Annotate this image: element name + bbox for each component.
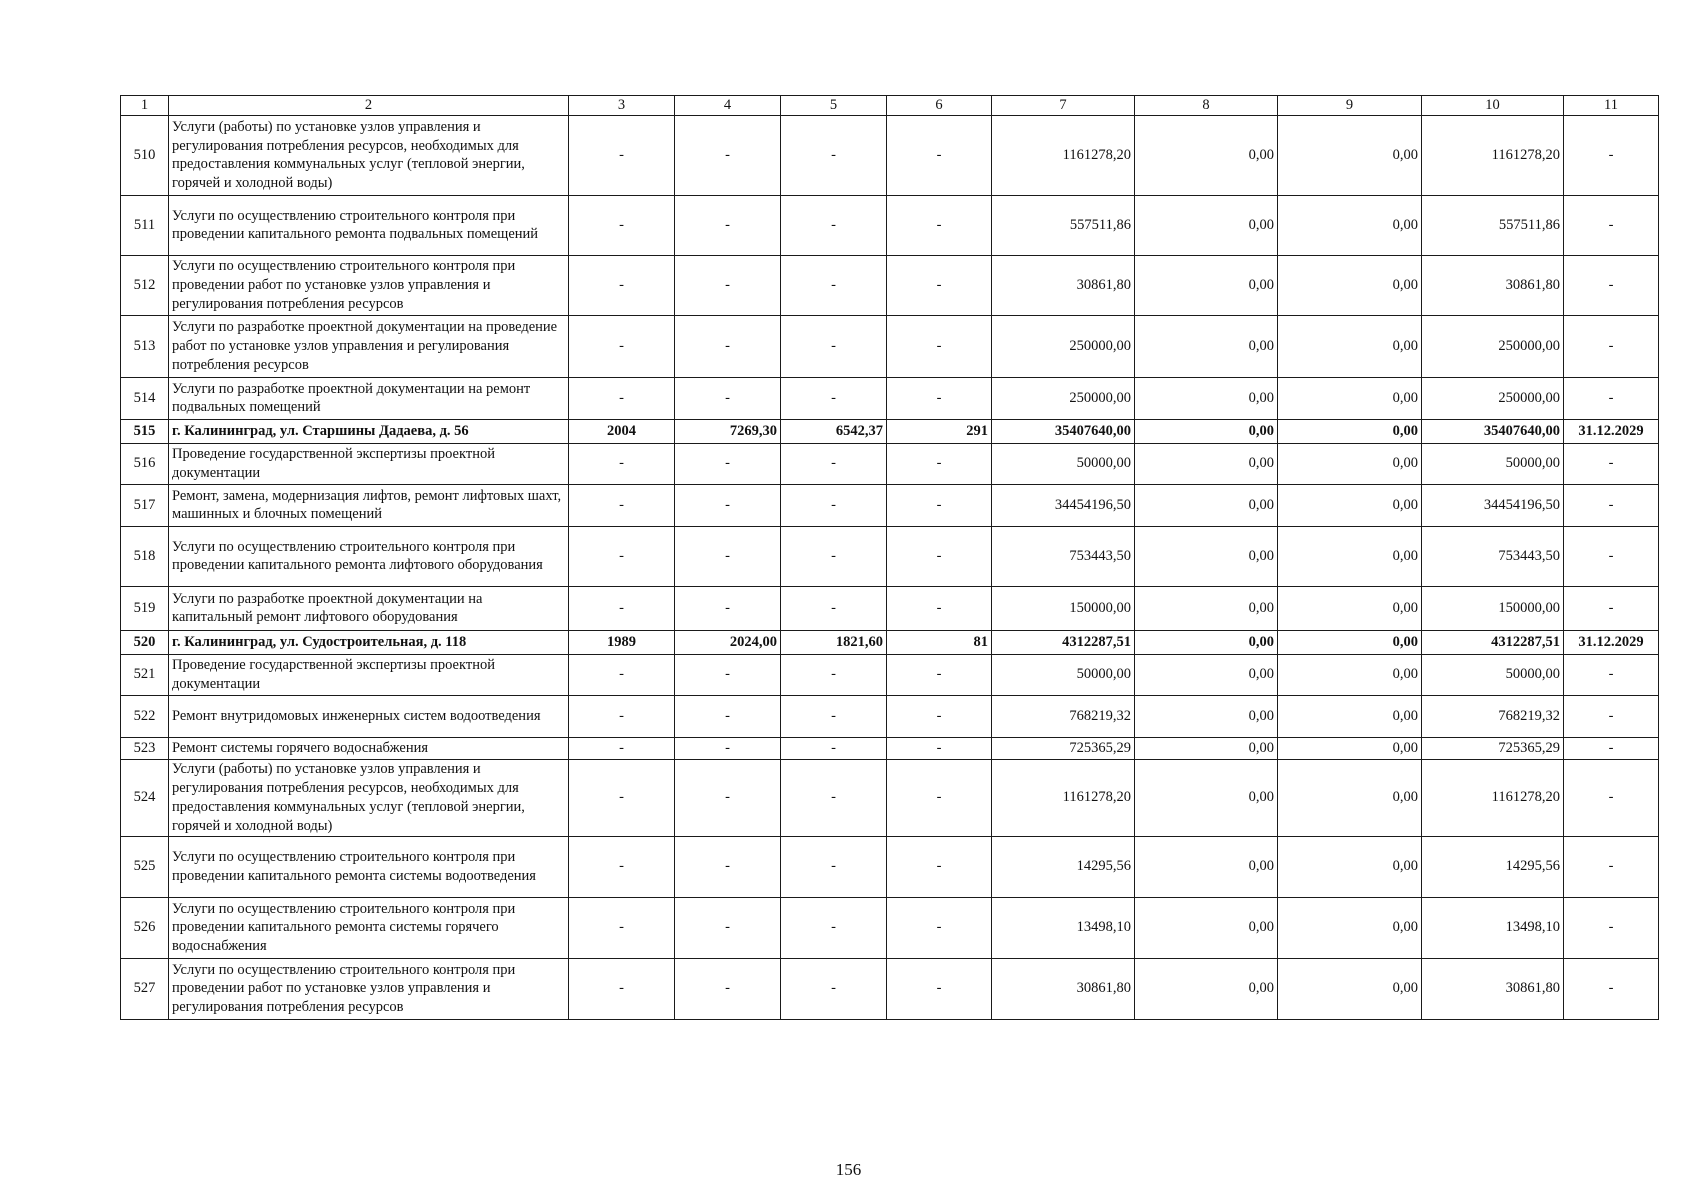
cell-col10: 50000,00 <box>1422 443 1564 484</box>
table-row <box>121 115 1659 195</box>
cell-col11: - <box>1564 695 1659 737</box>
row-number: 522 <box>121 695 169 737</box>
row-number: 523 <box>121 737 169 759</box>
cell-col4: - <box>675 759 781 836</box>
cell-col5: 6542,37 <box>781 419 887 443</box>
column-header: 4 <box>675 96 781 116</box>
cell-col3: 2004 <box>569 419 675 443</box>
cell-col8: 0,00 <box>1135 586 1278 630</box>
row-number: 525 <box>121 836 169 897</box>
cell-col8: 0,00 <box>1135 255 1278 315</box>
cell-col5: - <box>781 195 887 255</box>
cell-col3: - <box>569 695 675 737</box>
cell-col8: 0,00 <box>1135 195 1278 255</box>
cell-col9: 0,00 <box>1278 255 1422 315</box>
cell-col5: - <box>781 255 887 315</box>
row-number: 524 <box>121 759 169 836</box>
cell-col3: - <box>569 443 675 484</box>
cell-col5: - <box>781 526 887 586</box>
cell-col4: - <box>675 836 781 897</box>
cell-col7: 30861,80 <box>992 255 1135 315</box>
cell-col10: 150000,00 <box>1422 586 1564 630</box>
cell-col6: - <box>887 836 992 897</box>
cell-col4: - <box>675 195 781 255</box>
row-name: Услуги по осуществлению строительного контроля при проведении капитального ремонта системы водоотведения <box>169 836 569 897</box>
row-number: 511 <box>121 195 169 255</box>
cell-col8: 0,00 <box>1135 377 1278 419</box>
cell-col8: 0,00 <box>1135 443 1278 484</box>
column-header: 5 <box>781 96 887 116</box>
cell-col4: - <box>675 958 781 1019</box>
row-number: 515 <box>121 419 169 443</box>
table-row <box>121 377 1659 419</box>
cell-col3: - <box>569 315 675 377</box>
cell-col5: - <box>781 654 887 695</box>
cell-col11: - <box>1564 958 1659 1019</box>
table-row <box>121 315 1659 377</box>
cell-col6: - <box>887 737 992 759</box>
cell-col10: 14295,56 <box>1422 836 1564 897</box>
row-name: Проведение государственной экспертизы проектной документации <box>169 654 569 695</box>
table-row <box>121 958 1659 1019</box>
row-name: Услуги по осуществлению строительного контроля при проведении работ по установке узлов управления и регулирования потребления ресурсов <box>169 255 569 315</box>
cell-col3: - <box>569 586 675 630</box>
table-row <box>121 255 1659 315</box>
cell-col4: - <box>675 695 781 737</box>
cell-col10: 768219,32 <box>1422 695 1564 737</box>
cell-col10: 30861,80 <box>1422 958 1564 1019</box>
cell-col7: 753443,50 <box>992 526 1135 586</box>
cell-col6: - <box>887 654 992 695</box>
cell-col5: - <box>781 836 887 897</box>
row-number: 512 <box>121 255 169 315</box>
cell-col10: 30861,80 <box>1422 255 1564 315</box>
cell-col9: 0,00 <box>1278 315 1422 377</box>
cell-col9: 0,00 <box>1278 737 1422 759</box>
column-header: 8 <box>1135 96 1278 116</box>
cell-col11: 31.12.2029 <box>1564 419 1659 443</box>
row-name: Услуги по осуществлению строительного контроля при проведении капитального ремонта лифтового оборудования <box>169 526 569 586</box>
cell-col8: 0,00 <box>1135 484 1278 526</box>
cell-col11: - <box>1564 195 1659 255</box>
table-row <box>121 195 1659 255</box>
cell-col8: 0,00 <box>1135 737 1278 759</box>
cell-col10: 250000,00 <box>1422 315 1564 377</box>
cell-col6: - <box>887 695 992 737</box>
cell-col5: - <box>781 695 887 737</box>
cell-col10: 35407640,00 <box>1422 419 1564 443</box>
table-body <box>121 115 1659 1019</box>
cell-col4: - <box>675 897 781 958</box>
cell-col4: - <box>675 377 781 419</box>
table-row <box>121 419 1659 443</box>
cell-col7: 768219,32 <box>992 695 1135 737</box>
cell-col9: 0,00 <box>1278 759 1422 836</box>
cell-col10: 13498,10 <box>1422 897 1564 958</box>
cell-col4: - <box>675 484 781 526</box>
row-number: 513 <box>121 315 169 377</box>
cell-col9: 0,00 <box>1278 195 1422 255</box>
row-name: Услуги по разработке проектной документации на проведение работ по установке узлов управления и регулирования потребления ресурсов <box>169 315 569 377</box>
cell-col9: 0,00 <box>1278 115 1422 195</box>
row-name: г. Калининград, ул. Судостроительная, д. 118 <box>169 630 569 654</box>
cell-col3: - <box>569 897 675 958</box>
cell-col11: - <box>1564 836 1659 897</box>
cell-col11: - <box>1564 255 1659 315</box>
cell-col6: - <box>887 443 992 484</box>
cell-col9: 0,00 <box>1278 419 1422 443</box>
table-row <box>121 737 1659 759</box>
table-row <box>121 654 1659 695</box>
cell-col7: 34454196,50 <box>992 484 1135 526</box>
cell-col11: - <box>1564 377 1659 419</box>
table-row <box>121 836 1659 897</box>
cell-col8: 0,00 <box>1135 897 1278 958</box>
cell-col11: - <box>1564 759 1659 836</box>
cell-col3: - <box>569 836 675 897</box>
cell-col7: 1161278,20 <box>992 759 1135 836</box>
cell-col9: 0,00 <box>1278 586 1422 630</box>
table-row <box>121 695 1659 737</box>
cell-col6: - <box>887 897 992 958</box>
cell-col9: 0,00 <box>1278 958 1422 1019</box>
cell-col5: - <box>781 315 887 377</box>
cell-col11: - <box>1564 115 1659 195</box>
cell-col3: - <box>569 115 675 195</box>
column-header: 11 <box>1564 96 1659 116</box>
cell-col10: 4312287,51 <box>1422 630 1564 654</box>
cell-col5: - <box>781 737 887 759</box>
column-header: 6 <box>887 96 992 116</box>
cell-col6: - <box>887 255 992 315</box>
cell-col9: 0,00 <box>1278 526 1422 586</box>
table-row <box>121 630 1659 654</box>
row-name: Услуги по разработке проектной документации на ремонт подвальных помещений <box>169 377 569 419</box>
cell-col10: 50000,00 <box>1422 654 1564 695</box>
row-number: 519 <box>121 586 169 630</box>
cell-col6: - <box>887 958 992 1019</box>
cell-col3: - <box>569 484 675 526</box>
cell-col7: 50000,00 <box>992 654 1135 695</box>
cell-col7: 14295,56 <box>992 836 1135 897</box>
cell-col11: - <box>1564 526 1659 586</box>
row-name: Услуги по осуществлению строительного контроля при проведении капитального ремонта подвальных помещений <box>169 195 569 255</box>
cell-col3: - <box>569 737 675 759</box>
row-name: Услуги по осуществлению строительного контроля при проведении работ по установке узлов управления и регулирования потребления ресурсов <box>169 958 569 1019</box>
cell-col4: - <box>675 443 781 484</box>
table-row <box>121 897 1659 958</box>
cell-col7: 250000,00 <box>992 377 1135 419</box>
row-name: г. Калининград, ул. Старшины Дадаева, д. 56 <box>169 419 569 443</box>
cell-col7: 35407640,00 <box>992 419 1135 443</box>
cell-col11: - <box>1564 484 1659 526</box>
row-number: 514 <box>121 377 169 419</box>
cell-col10: 753443,50 <box>1422 526 1564 586</box>
cell-col9: 0,00 <box>1278 654 1422 695</box>
cell-col8: 0,00 <box>1135 695 1278 737</box>
cell-col6: - <box>887 586 992 630</box>
cell-col9: 0,00 <box>1278 695 1422 737</box>
cell-col11: - <box>1564 897 1659 958</box>
cell-col9: 0,00 <box>1278 377 1422 419</box>
cell-col11: - <box>1564 443 1659 484</box>
row-name: Проведение государственной экспертизы проектной документации <box>169 443 569 484</box>
row-number: 520 <box>121 630 169 654</box>
cell-col3: - <box>569 759 675 836</box>
column-header: 7 <box>992 96 1135 116</box>
cell-col4: - <box>675 737 781 759</box>
cell-col9: 0,00 <box>1278 443 1422 484</box>
cell-col3: - <box>569 958 675 1019</box>
cell-col6: - <box>887 526 992 586</box>
cell-col9: 0,00 <box>1278 897 1422 958</box>
row-number: 518 <box>121 526 169 586</box>
cell-col3: - <box>569 255 675 315</box>
cell-col11: 31.12.2029 <box>1564 630 1659 654</box>
cell-col11: - <box>1564 737 1659 759</box>
cell-col7: 250000,00 <box>992 315 1135 377</box>
cell-col5: - <box>781 377 887 419</box>
cell-col3: - <box>569 526 675 586</box>
cell-col10: 250000,00 <box>1422 377 1564 419</box>
cell-col7: 150000,00 <box>992 586 1135 630</box>
table-row <box>121 586 1659 630</box>
cell-col4: 7269,30 <box>675 419 781 443</box>
cell-col6: - <box>887 195 992 255</box>
column-header: 9 <box>1278 96 1422 116</box>
cell-col4: - <box>675 315 781 377</box>
cell-col9: 0,00 <box>1278 630 1422 654</box>
cell-col9: 0,00 <box>1278 484 1422 526</box>
cell-col8: 0,00 <box>1135 526 1278 586</box>
cell-col11: - <box>1564 315 1659 377</box>
cell-col10: 1161278,20 <box>1422 115 1564 195</box>
cell-col4: - <box>675 255 781 315</box>
cell-col8: 0,00 <box>1135 836 1278 897</box>
row-name: Ремонт системы горячего водоснабжения <box>169 737 569 759</box>
cell-col8: 0,00 <box>1135 630 1278 654</box>
row-name: Услуги по осуществлению строительного контроля при проведении капитального ремонта системы горячего водоснабжения <box>169 897 569 958</box>
cell-col10: 557511,86 <box>1422 195 1564 255</box>
cell-col8: 0,00 <box>1135 315 1278 377</box>
cell-col5: - <box>781 443 887 484</box>
cell-col6: - <box>887 315 992 377</box>
cell-col5: - <box>781 115 887 195</box>
cell-col4: - <box>675 526 781 586</box>
cell-col5: 1821,60 <box>781 630 887 654</box>
cell-col4: - <box>675 115 781 195</box>
column-header: 3 <box>569 96 675 116</box>
cell-col6: - <box>887 759 992 836</box>
cell-col3: - <box>569 654 675 695</box>
column-header: 2 <box>169 96 569 116</box>
cell-col8: 0,00 <box>1135 759 1278 836</box>
cell-col7: 725365,29 <box>992 737 1135 759</box>
row-number: 510 <box>121 115 169 195</box>
cell-col8: 0,00 <box>1135 654 1278 695</box>
row-name: Услуги по разработке проектной документации на капитальный ремонт лифтового оборудования <box>169 586 569 630</box>
table-row <box>121 759 1659 836</box>
row-number: 516 <box>121 443 169 484</box>
cell-col9: 0,00 <box>1278 836 1422 897</box>
capital-repair-table <box>120 95 1659 1020</box>
page-number: 156 <box>835 1160 862 1179</box>
cell-col3: - <box>569 377 675 419</box>
column-number-row <box>121 96 1659 116</box>
cell-col5: - <box>781 484 887 526</box>
cell-col4: 2024,00 <box>675 630 781 654</box>
table-row <box>121 484 1659 526</box>
cell-col7: 1161278,20 <box>992 115 1135 195</box>
row-name: Услуги (работы) по установке узлов управления и регулирования потребления ресурсов, необходимых для предоставления коммунальных услуг (тепловой энергии, горячей и холодной воды) <box>169 759 569 836</box>
row-name: Ремонт внутридомовых инженерных систем водоотведения <box>169 695 569 737</box>
cell-col7: 30861,80 <box>992 958 1135 1019</box>
cell-col5: - <box>781 759 887 836</box>
cell-col4: - <box>675 654 781 695</box>
row-number: 517 <box>121 484 169 526</box>
cell-col7: 13498,10 <box>992 897 1135 958</box>
cell-col3: - <box>569 195 675 255</box>
row-number: 526 <box>121 897 169 958</box>
cell-col4: - <box>675 586 781 630</box>
cell-col7: 557511,86 <box>992 195 1135 255</box>
cell-col7: 50000,00 <box>992 443 1135 484</box>
cell-col10: 34454196,50 <box>1422 484 1564 526</box>
cell-col10: 725365,29 <box>1422 737 1564 759</box>
cell-col5: - <box>781 897 887 958</box>
row-number: 521 <box>121 654 169 695</box>
column-header: 10 <box>1422 96 1564 116</box>
cell-col7: 4312287,51 <box>992 630 1135 654</box>
cell-col5: - <box>781 958 887 1019</box>
cell-col5: - <box>781 586 887 630</box>
row-name: Услуги (работы) по установке узлов управления и регулирования потребления ресурсов, необходимых для предоставления коммунальных услуг (тепловой энергии, горячей и холодной воды) <box>169 115 569 195</box>
row-name: Ремонт, замена, модернизация лифтов, ремонт лифтовых шахт, машинных и блочных помещений <box>169 484 569 526</box>
cell-col6: - <box>887 115 992 195</box>
cell-col10: 1161278,20 <box>1422 759 1564 836</box>
cell-col6: - <box>887 377 992 419</box>
cell-col3: 1989 <box>569 630 675 654</box>
table-row <box>121 443 1659 484</box>
cell-col8: 0,00 <box>1135 115 1278 195</box>
cell-col8: 0,00 <box>1135 958 1278 1019</box>
cell-col8: 0,00 <box>1135 419 1278 443</box>
cell-col11: - <box>1564 586 1659 630</box>
cell-col6: 291 <box>887 419 992 443</box>
cell-col11: - <box>1564 654 1659 695</box>
row-number: 527 <box>121 958 169 1019</box>
cell-col6: - <box>887 484 992 526</box>
cell-col6: 81 <box>887 630 992 654</box>
column-header: 1 <box>121 96 169 116</box>
table-row <box>121 526 1659 586</box>
